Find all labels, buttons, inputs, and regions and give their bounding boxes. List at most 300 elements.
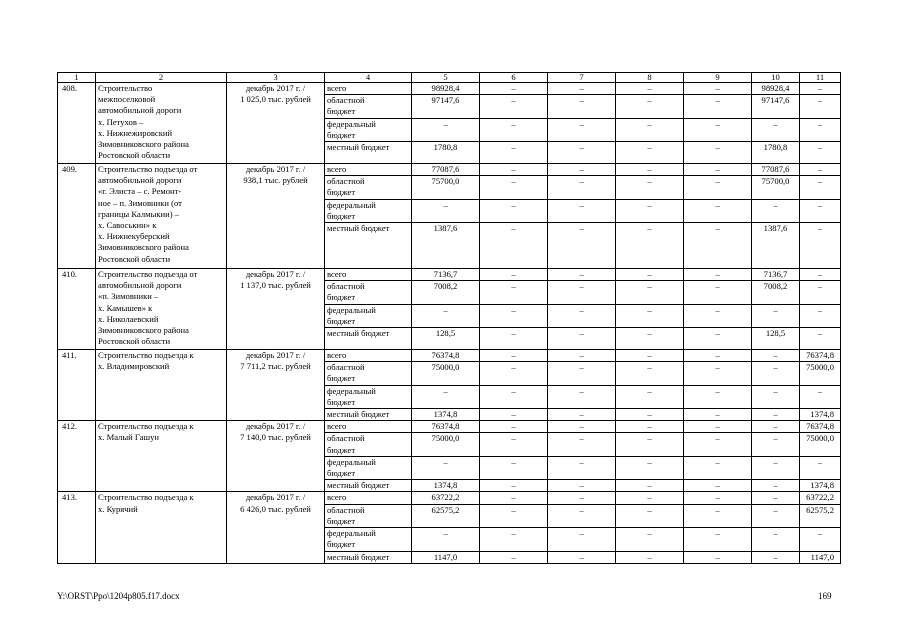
value-cell: – [548, 118, 616, 141]
value-cell: – [548, 223, 616, 269]
deadline-cost-line: 7 140,0 тыс. рублей [240, 432, 311, 443]
value-cell: – [548, 164, 616, 176]
funding-source-line: бюджет [327, 129, 356, 140]
funding-source [325, 433, 412, 456]
value-cell: – [548, 83, 616, 95]
value-cell: 128,5 [412, 328, 480, 350]
object-name-line: границы Калмыкии) – [98, 208, 180, 219]
value-cell: – [616, 95, 684, 118]
value-cell: – [684, 95, 752, 118]
value-cell: 1374,8 [800, 480, 841, 492]
value-cell: 63722,2 [800, 492, 841, 504]
funding-source-line: местный бюджет [327, 142, 390, 153]
value-cell: – [800, 223, 841, 269]
value-cell: – [800, 118, 841, 141]
value-cell: – [548, 421, 616, 433]
value-cell: – [548, 269, 616, 281]
value-cell: – [684, 118, 752, 141]
value-cell: – [616, 176, 684, 199]
column-header: 5 [412, 73, 480, 83]
funding-source [325, 551, 412, 563]
value-cell: – [800, 199, 841, 222]
deadline-cost [227, 164, 325, 269]
funding-source-line: местный бюджет [327, 551, 390, 562]
funding-source-line: бюджет [327, 373, 356, 384]
value-cell: 75700,0 [412, 176, 480, 199]
funding-source-line: федеральный [327, 118, 376, 129]
funding-source-line: бюджет [327, 539, 356, 550]
value-cell: – [412, 456, 480, 479]
value-cell: – [480, 385, 548, 408]
object-name-line: Зимовниковского района [98, 139, 189, 150]
value-cell: – [616, 328, 684, 350]
object-name [96, 83, 227, 164]
funding-source-line: бюджет [327, 106, 356, 117]
value-cell: 1374,8 [412, 409, 480, 421]
object-name-line: Ростовской области [98, 253, 171, 264]
object-name-line: автомобильной дороги [98, 280, 182, 291]
value-cell: – [752, 304, 800, 327]
value-cell: – [752, 118, 800, 141]
table-row [58, 269, 841, 281]
funding-source-line: местный бюджет [327, 409, 390, 420]
funding-source [325, 269, 412, 281]
funding-source [325, 176, 412, 199]
value-cell: – [548, 199, 616, 222]
value-cell: – [480, 362, 548, 385]
object-name-line: автомобильной дороги [98, 105, 182, 116]
column-header: 8 [616, 73, 684, 83]
value-cell: – [684, 362, 752, 385]
object-name-line: Строительство подъезда к [98, 350, 194, 361]
value-cell: – [752, 350, 800, 362]
deadline-cost [227, 350, 325, 421]
value-cell: – [548, 492, 616, 504]
value-cell: – [684, 433, 752, 456]
investment-table [57, 72, 841, 564]
funding-source-line: всего [327, 421, 347, 432]
value-cell: – [480, 504, 548, 527]
funding-source-line: бюджет [327, 210, 356, 221]
value-cell: 77087,6 [752, 164, 800, 176]
object-name [96, 421, 227, 492]
value-cell: – [480, 95, 548, 118]
funding-source-line: местный бюджет [327, 328, 390, 339]
value-cell: – [480, 409, 548, 421]
value-cell: – [480, 492, 548, 504]
deadline-cost-line: декабрь 2017 г. / [245, 83, 306, 93]
value-cell: 75000,0 [800, 362, 841, 385]
value-cell: – [616, 480, 684, 492]
value-cell: 76374,8 [412, 421, 480, 433]
value-cell: – [684, 350, 752, 362]
value-cell: – [684, 176, 752, 199]
value-cell: 1147,0 [412, 551, 480, 563]
deadline-cost-line: декабрь 2017 г. / [245, 492, 306, 503]
funding-source [325, 528, 412, 551]
value-cell: – [800, 304, 841, 327]
value-cell: – [616, 83, 684, 95]
value-cell: – [616, 304, 684, 327]
value-cell: – [616, 492, 684, 504]
value-cell: – [752, 456, 800, 479]
object-name-line: «г. Элиста – с. Ремонт- [98, 186, 182, 197]
value-cell: – [752, 199, 800, 222]
deadline-cost [227, 83, 325, 164]
funding-source [325, 328, 412, 350]
value-cell: – [480, 456, 548, 479]
value-cell: 77087,6 [412, 164, 480, 176]
value-cell: – [480, 480, 548, 492]
value-cell: – [548, 433, 616, 456]
object-name [96, 492, 227, 563]
value-cell: 76374,8 [800, 421, 841, 433]
value-cell: 97147,6 [412, 95, 480, 118]
value-cell: – [616, 409, 684, 421]
value-cell: – [412, 118, 480, 141]
funding-source-line: бюджет [327, 292, 356, 303]
value-cell: 75000,0 [412, 362, 480, 385]
row-number: 410. [58, 269, 96, 350]
table-row [58, 350, 841, 362]
value-cell: – [480, 199, 548, 222]
value-cell: 98928,4 [752, 83, 800, 95]
value-cell: – [616, 223, 684, 269]
value-cell: – [800, 528, 841, 551]
value-cell: – [684, 223, 752, 269]
value-cell: – [616, 269, 684, 281]
funding-source [325, 83, 412, 95]
value-cell: – [616, 504, 684, 527]
value-cell: 62575,2 [412, 504, 480, 527]
footer-file-path: Y:\ORST\Ppo\1204p805.f17.docx [57, 591, 180, 601]
object-name-line: Ростовской области [98, 336, 171, 347]
value-cell: – [684, 385, 752, 408]
deadline-cost-line: 1 025,0 тыс. рублей [240, 94, 311, 105]
column-header: 1 [58, 73, 96, 83]
funding-source [325, 281, 412, 304]
value-cell: – [684, 528, 752, 551]
value-cell: – [684, 142, 752, 164]
object-name-line: «п. Зимовники – [98, 291, 159, 302]
value-cell: – [684, 269, 752, 281]
value-cell: – [616, 456, 684, 479]
funding-source [325, 118, 412, 141]
funding-source-line: бюджет [327, 468, 356, 479]
column-header: 2 [96, 73, 227, 83]
value-cell: – [800, 328, 841, 350]
value-cell: – [752, 433, 800, 456]
deadline-cost [227, 492, 325, 563]
object-name-line: Зимовниковского района [98, 325, 189, 336]
value-cell: – [480, 281, 548, 304]
value-cell: – [800, 269, 841, 281]
funding-source-line: областной [327, 362, 365, 373]
object-name-line: х. Курячий [98, 503, 138, 514]
deadline-cost-line: декабрь 2017 г. / [245, 164, 306, 175]
value-cell: – [752, 409, 800, 421]
value-cell: 76374,8 [412, 350, 480, 362]
table-row [58, 164, 841, 176]
value-cell: – [616, 528, 684, 551]
funding-source-line: федеральный [327, 199, 376, 210]
funding-source-line: всего [327, 83, 347, 93]
object-name-line: ное – п. Зимовники (от [98, 197, 182, 208]
value-cell: – [752, 492, 800, 504]
object-name-line: автомобильной дороги [98, 175, 182, 186]
funding-source [325, 304, 412, 327]
funding-source-line: всего [327, 269, 347, 280]
table-row [58, 83, 841, 95]
row-number: 413. [58, 492, 96, 563]
deadline-cost-line: декабрь 2017 г. / [245, 269, 306, 280]
value-cell: – [616, 433, 684, 456]
value-cell: 1780,8 [752, 142, 800, 164]
value-cell: – [412, 528, 480, 551]
value-cell: – [684, 83, 752, 95]
funding-source-line: федеральный [327, 528, 376, 539]
value-cell: – [480, 164, 548, 176]
object-name-line: Строительство подъезда к [98, 492, 194, 503]
value-cell: – [480, 142, 548, 164]
value-cell: – [752, 362, 800, 385]
value-cell: – [548, 504, 616, 527]
object-name-line: х. Николаевский [98, 313, 159, 324]
value-cell: 75700,0 [752, 176, 800, 199]
value-cell: 7136,7 [412, 269, 480, 281]
value-cell: 98928,4 [412, 83, 480, 95]
funding-source [325, 504, 412, 527]
value-cell: – [752, 551, 800, 563]
value-cell: – [800, 456, 841, 479]
page-number: 169 [818, 591, 832, 601]
object-name-line: х. Камышев» к [98, 302, 153, 313]
funding-source-line: областной [327, 504, 365, 515]
header-row [58, 73, 841, 83]
value-cell: – [480, 350, 548, 362]
funding-source-line: местный бюджет [327, 480, 390, 491]
value-cell: – [412, 304, 480, 327]
funding-source-line: федеральный [327, 456, 376, 467]
value-cell: – [616, 164, 684, 176]
value-cell: 97147,6 [752, 95, 800, 118]
object-name-line: Строительство [98, 83, 153, 93]
funding-source-line: бюджет [327, 515, 356, 526]
value-cell: 1780,8 [412, 142, 480, 164]
value-cell: – [800, 83, 841, 95]
table-body [58, 73, 841, 564]
table-row [58, 421, 841, 433]
value-cell: – [548, 328, 616, 350]
value-cell: – [480, 118, 548, 141]
funding-source-line: всего [327, 492, 347, 503]
value-cell: – [480, 328, 548, 350]
object-name-line: х. Владимировский [98, 361, 170, 372]
value-cell: – [800, 142, 841, 164]
object-name [96, 350, 227, 421]
column-header: 9 [684, 73, 752, 83]
funding-source [325, 142, 412, 164]
value-cell: – [548, 551, 616, 563]
value-cell: – [480, 176, 548, 199]
value-cell: 63722,2 [412, 492, 480, 504]
funding-source [325, 385, 412, 408]
value-cell: – [684, 421, 752, 433]
value-cell: – [752, 504, 800, 527]
column-header: 4 [325, 73, 412, 83]
value-cell: – [684, 409, 752, 421]
value-cell: – [616, 281, 684, 304]
value-cell: 62575,2 [800, 504, 841, 527]
value-cell: – [548, 281, 616, 304]
value-cell: – [684, 480, 752, 492]
value-cell: – [684, 504, 752, 527]
value-cell: – [800, 164, 841, 176]
value-cell: – [480, 433, 548, 456]
row-number: 411. [58, 350, 96, 421]
value-cell: – [616, 421, 684, 433]
column-header: 7 [548, 73, 616, 83]
value-cell: – [800, 281, 841, 304]
funding-source [325, 223, 412, 269]
value-cell: 1374,8 [800, 409, 841, 421]
value-cell: – [800, 385, 841, 408]
value-cell: – [684, 304, 752, 327]
value-cell: – [684, 551, 752, 563]
deadline-cost-line: 6 426,0 тыс. рублей [240, 503, 311, 514]
value-cell: – [684, 164, 752, 176]
table-row [58, 492, 841, 504]
funding-source [325, 95, 412, 118]
value-cell: – [412, 385, 480, 408]
value-cell: – [548, 350, 616, 362]
funding-source-line: областной [327, 176, 365, 187]
value-cell: 7136,7 [752, 269, 800, 281]
object-name [96, 269, 227, 350]
funding-source-line: бюджет [327, 187, 356, 198]
value-cell: – [616, 118, 684, 141]
funding-source-line: областной [327, 433, 365, 444]
funding-source-line: бюджет [327, 315, 356, 326]
value-cell: – [684, 492, 752, 504]
value-cell: 128,5 [752, 328, 800, 350]
object-name-line: межпоселковой [98, 94, 156, 105]
value-cell: 7008,2 [412, 281, 480, 304]
value-cell: – [684, 328, 752, 350]
deadline-cost-line: декабрь 2017 г. / [245, 350, 306, 361]
value-cell: – [548, 528, 616, 551]
funding-source [325, 350, 412, 362]
value-cell: 7008,2 [752, 281, 800, 304]
value-cell: – [480, 304, 548, 327]
value-cell: – [480, 223, 548, 269]
column-header: 3 [227, 73, 325, 83]
value-cell: 1147,0 [800, 551, 841, 563]
value-cell: – [548, 362, 616, 385]
value-cell: – [548, 142, 616, 164]
funding-source [325, 456, 412, 479]
object-name-line: х. Малый Гашун [98, 432, 160, 443]
value-cell: 75000,0 [412, 433, 480, 456]
funding-source-line: бюджет [327, 396, 356, 407]
funding-source-line: областной [327, 95, 365, 106]
funding-source-line: местный бюджет [327, 223, 390, 234]
value-cell: – [684, 456, 752, 479]
row-number: 412. [58, 421, 96, 492]
funding-source-line: федеральный [327, 385, 376, 396]
funding-source-line: областной [327, 281, 365, 292]
value-cell: 1374,8 [412, 480, 480, 492]
column-header: 11 [800, 73, 841, 83]
value-cell: – [752, 385, 800, 408]
deadline-cost [227, 269, 325, 350]
value-cell: – [480, 551, 548, 563]
value-cell: 1387,6 [752, 223, 800, 269]
value-cell: – [616, 551, 684, 563]
value-cell: – [480, 269, 548, 281]
funding-source-line: федеральный [327, 304, 376, 315]
value-cell: – [480, 528, 548, 551]
value-cell: – [548, 304, 616, 327]
value-cell: – [480, 421, 548, 433]
deadline-cost-line: 7 711,2 тыс. рублей [240, 361, 311, 372]
funding-source [325, 199, 412, 222]
value-cell: – [480, 83, 548, 95]
funding-source-line: всего [327, 350, 347, 361]
value-cell: – [548, 176, 616, 199]
object-name-line: Строительство подъезда к [98, 421, 194, 432]
value-cell: – [752, 480, 800, 492]
object-name-line: х. Нижнежировский [98, 127, 173, 138]
value-cell: – [548, 95, 616, 118]
value-cell: – [752, 528, 800, 551]
deadline-cost-line: 938,1 тыс. рублей [243, 175, 308, 186]
funding-source [325, 421, 412, 433]
funding-source [325, 480, 412, 492]
value-cell: – [800, 176, 841, 199]
object-name-line: Строительство подъезда от [98, 269, 198, 280]
value-cell: – [616, 362, 684, 385]
deadline-cost-line: 1 137,0 тыс. рублей [240, 280, 311, 291]
funding-source-line: бюджет [327, 444, 356, 455]
value-cell: – [548, 409, 616, 421]
value-cell: – [616, 199, 684, 222]
object-name-line: Зимовниковского района [98, 242, 189, 253]
value-cell: 75000,0 [800, 433, 841, 456]
deadline-cost [227, 421, 325, 492]
object-name-line: Строительство подъезда от [98, 164, 198, 175]
row-number: 409. [58, 164, 96, 269]
value-cell: 76374,8 [800, 350, 841, 362]
value-cell: – [616, 385, 684, 408]
funding-source [325, 164, 412, 176]
value-cell: – [800, 95, 841, 118]
value-cell: – [548, 456, 616, 479]
value-cell: 1387,6 [412, 223, 480, 269]
value-cell: – [412, 199, 480, 222]
value-cell: – [616, 142, 684, 164]
value-cell: – [752, 421, 800, 433]
value-cell: – [616, 350, 684, 362]
object-name-line: х. Савоськин» к [98, 220, 157, 231]
object-name-line: х. Петухов – [98, 116, 144, 127]
object-name-line: х. Нижнекуберский [98, 231, 170, 242]
funding-source [325, 409, 412, 421]
column-header: 10 [752, 73, 800, 83]
value-cell: – [684, 281, 752, 304]
value-cell: – [548, 480, 616, 492]
object-name [96, 164, 227, 269]
